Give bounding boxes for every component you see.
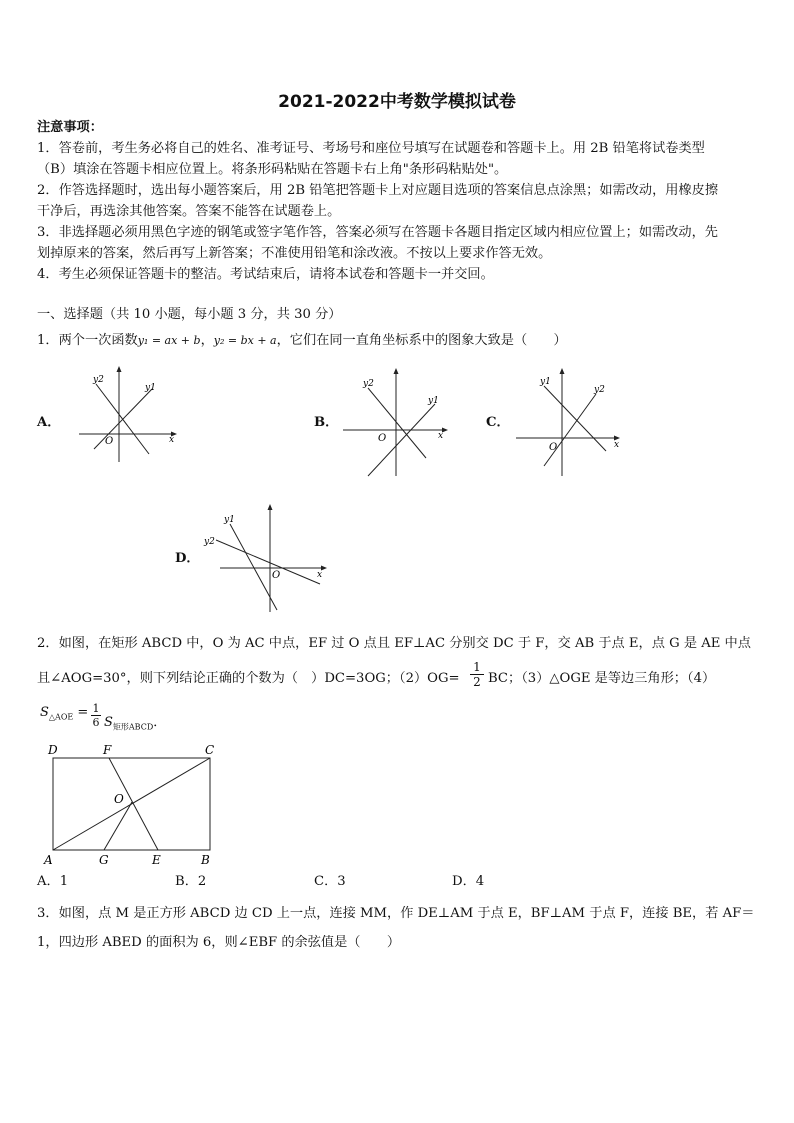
s-symbol: S xyxy=(40,705,49,720)
x-axis-label: x xyxy=(614,440,620,450)
q1-eq1: y₁ = ax + b xyxy=(137,334,201,347)
y1-label: y1 xyxy=(540,377,551,387)
q1-option-c-label: C． xyxy=(486,415,510,430)
y2-label: y2 xyxy=(204,537,215,547)
q2-choice-c: C．3 xyxy=(314,874,346,889)
notice-heading: 注意事项： xyxy=(37,120,103,135)
q2-line2-b: BC；（3）△OGE 是等边三角形；（4） xyxy=(488,671,716,686)
label-g: G xyxy=(99,853,109,867)
q2-choice-d: D．4 xyxy=(452,874,485,889)
y1-label: y1 xyxy=(428,396,439,406)
label-a: A xyxy=(44,853,53,867)
y2-label: y2 xyxy=(93,375,104,385)
q1-suffix: ，它们在同一直角坐标系中的图象大致是（ ） xyxy=(276,333,567,348)
q1-option-d-graph xyxy=(202,502,337,614)
x-axis-label: x xyxy=(169,435,175,445)
origin-label: O xyxy=(272,570,281,581)
label-d: D xyxy=(48,743,58,757)
s-sub-aoe: △AOE xyxy=(48,712,74,722)
s-symbol: S xyxy=(104,715,113,730)
x-axis-label: x xyxy=(438,431,444,441)
frac-den: 6 xyxy=(92,716,100,729)
q1-option-d-label: D． xyxy=(175,551,200,566)
origin-label: O xyxy=(549,442,558,453)
q2-area-formula xyxy=(40,703,88,728)
x-axis-label: x xyxy=(317,570,323,580)
q1-option-a-graph xyxy=(74,364,184,464)
q1-prefix: 1．两个一次函数 xyxy=(37,333,138,348)
q1-option-a-label: A． xyxy=(37,415,61,430)
label-c: C xyxy=(205,743,215,757)
origin-label: O xyxy=(105,436,114,447)
y1-label: y1 xyxy=(145,383,156,393)
period: ． xyxy=(153,715,167,730)
label-b: B xyxy=(201,853,210,867)
q3-line1: 3．如图，点 M 是正方形 ABCD 边 CD 上一点，连接 MM，作 DE⊥AM 于点 E，BF⊥AM 于点 F，连接 BE，若 AF＝ xyxy=(37,906,755,921)
notice-line-1: 1．答卷前，考生务必将自己的姓名、准考证号、考场号和座位号填写在试题卷和答题卡上。用 2B 铅笔将试卷类型 xyxy=(37,141,705,156)
q2-choice-a: A．1 xyxy=(37,874,69,889)
q1-eq2: y₂ = bx + a xyxy=(213,334,277,347)
q1-option-b-label: B． xyxy=(314,415,339,430)
diagonal-ac xyxy=(53,758,210,850)
notice-line-2: （B）填涂在答题卡相应位置上。将条形码粘贴在答题卡右上角"条形码粘贴处"。 xyxy=(37,162,508,177)
frac-num: 1 xyxy=(92,702,100,715)
segment-og xyxy=(104,802,132,850)
section-heading: 一、选择题（共 10 小题，每小题 3 分，共 30 分） xyxy=(37,307,342,322)
exam-title: 2021-2022中考数学模拟试卷 xyxy=(278,92,516,112)
eq-sign: = xyxy=(73,705,89,720)
y1-label: y1 xyxy=(224,515,235,525)
notice-line-6: 划掉原来的答案，然后再写上新答案；不准使用铅笔和涂改液。不按以上要求作答无效。 xyxy=(37,246,552,261)
q2-fraction-sixth xyxy=(91,702,101,729)
origin-label: O xyxy=(378,433,387,444)
q2-line2 xyxy=(37,669,460,689)
q2-area-formula-rhs xyxy=(104,713,166,738)
frac-den: 2 xyxy=(470,674,484,689)
y2-label: y2 xyxy=(594,385,605,395)
notice-line-7: 4．考生必须保证答题卡的整洁。考试结束后，请将本试卷和答题卡一并交回。 xyxy=(37,267,494,282)
q1-stem xyxy=(37,331,567,351)
label-f: F xyxy=(103,743,112,757)
s-sub-rect: 矩形ABCD xyxy=(112,722,154,732)
label-e: E xyxy=(152,853,161,867)
notice-line-3: 2．作答选择题时，选出每小题答案后，用 2B 铅笔把答题卡上对应题目选项的答案信息点涂黑；如需改动，用橡皮擦 xyxy=(37,183,719,198)
q2-choice-b: B．2 xyxy=(175,874,207,889)
q1-sep: ， xyxy=(200,333,214,348)
label-o: O xyxy=(114,792,124,806)
q1-option-c-graph xyxy=(514,366,626,478)
q2-line1: 2．如图，在矩形 ABCD 中，O 为 AC 中点，EF 过 O 点且 EF⊥AC 分别交 DC 于 F，交 AB 于点 E，点 G 是 AE 中点 xyxy=(37,636,751,651)
q2-line2-a: 且∠AOG=30°，则下列结论正确的个数为（ ）DC=3OG；（2）OG= xyxy=(37,671,460,686)
q1-option-b-graph xyxy=(340,366,455,478)
notice-line-4: 干净后，再选涂其他答案。答案不能答在试题卷上。 xyxy=(37,204,341,219)
q2-fraction-half xyxy=(470,660,484,689)
q2-rectangle-figure xyxy=(38,740,223,868)
q3-line2: 1，四边形 ABED 的面积为 6，则∠EBF 的余弦值是（ ） xyxy=(37,935,401,950)
notice-line-5: 3．非选择题必须用黑色字迹的钢笔或签字笔作答，答案必须写在答题卡各题目指定区域内相应位置上；如需改动，先 xyxy=(37,225,718,240)
frac-num: 1 xyxy=(473,660,481,674)
y2-label: y2 xyxy=(363,379,374,389)
